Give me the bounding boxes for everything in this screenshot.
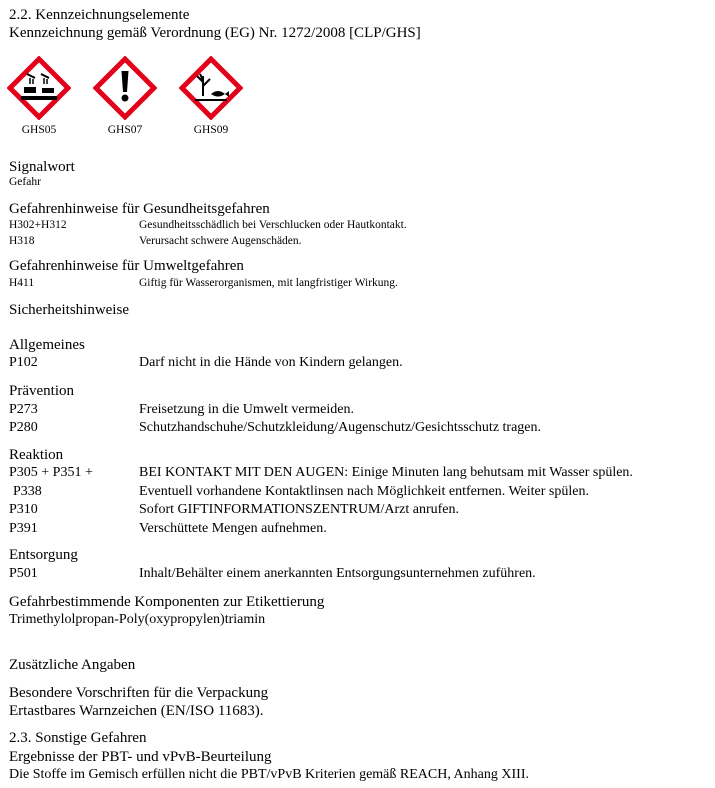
- disposal-heading: Entsorgung: [9, 547, 78, 563]
- pictogram-code: GHS07: [107, 124, 143, 136]
- env-hazards-heading: Gefahrenhinweise für Umweltgefahren: [9, 258, 244, 274]
- hazard-text: Verursacht schwere Augenschäden.: [139, 235, 302, 247]
- section-title: 2.2. Kennzeichnungselemente: [9, 7, 190, 23]
- hazard-text: Giftig für Wasserorganismen, mit langfristiger Wirkung.: [139, 277, 398, 289]
- statement-text: Inhalt/Behälter einem anerkannten Entsorgungsunternehmen zuführen.: [139, 566, 536, 581]
- additional-heading: Zusätzliche Angaben: [9, 657, 136, 673]
- health-hazards-heading: Gefahrenhinweise für Gesundheitsgefahren: [9, 201, 270, 217]
- statement-code: P280: [9, 420, 38, 435]
- regulation-line: Kennzeichnung gemäß Verordnung (EG) Nr. 1272/2008 [CLP/GHS]: [9, 25, 421, 41]
- statement-code: P102: [9, 355, 38, 370]
- signal-word-heading: Signalwort: [9, 159, 75, 175]
- statement-text: Sofort GIFTINFORMATIONSZENTRUM/Arzt anrufen.: [139, 502, 460, 517]
- statement-code: P391: [9, 521, 38, 536]
- packaging-heading: Besondere Vorschriften für die Verpackung: [9, 685, 269, 701]
- hazard-code: H302+H312: [9, 219, 67, 231]
- environment-icon: [179, 56, 243, 120]
- response-heading: Reaktion: [9, 447, 64, 463]
- statement-text: Schutzhandschuhe/Schutzkleidung/Augenschutz/Gesichtsschutz tragen.: [139, 420, 542, 435]
- components-heading: Gefahrbestimmende Komponenten zur Etikettierung: [9, 594, 325, 610]
- statement-text: BEI KONTAKT MIT DEN AUGEN: Einige Minuten lang behutsam mit Wasser spülen.: [139, 465, 633, 480]
- statement-code: P501: [9, 566, 38, 581]
- statement-code: P310: [9, 502, 38, 517]
- packaging-value: Ertastbares Warnzeichen (EN/ISO 11683).: [9, 703, 264, 719]
- corrosion-icon: [7, 56, 71, 120]
- statement-code: P273: [9, 402, 38, 417]
- components-value: Trimethylolpropan-Poly(oxypropylen)triamin: [9, 612, 266, 627]
- hazard-code: H318: [9, 235, 35, 247]
- statement-code: P338: [13, 484, 42, 499]
- statement-text: Eventuell vorhandene Kontaktlinsen nach Möglichkeit entfernen. Weiter spülen.: [139, 484, 589, 499]
- pbt-heading: Ergebnisse der PBT- und vPvB-Beurteilung: [9, 749, 272, 765]
- pbt-text: Die Stoffe im Gemisch erfüllen nicht die PBT/vPvB Kriterien gemäß REACH, Anhang XIII.: [9, 767, 529, 782]
- precautionary-heading: Sicherheitshinweise: [9, 302, 129, 318]
- hazard-code: H411: [9, 277, 35, 289]
- statement-code: P305 + P351 +: [9, 465, 93, 480]
- pictogram-code: GHS09: [193, 124, 229, 136]
- general-heading: Allgemeines: [9, 337, 85, 353]
- prevention-heading: Prävention: [9, 383, 74, 399]
- statement-text: Freisetzung in die Umwelt vermeiden.: [139, 402, 354, 417]
- statement-text: Verschüttete Mengen aufnehmen.: [139, 521, 327, 536]
- signal-word-value: Gefahr: [9, 176, 41, 188]
- statement-text: Darf nicht in die Hände von Kindern gelangen.: [139, 355, 403, 370]
- hazard-text: Gesundheitsschädlich bei Verschlucken oder Hautkontakt.: [139, 219, 407, 231]
- pictogram-code: GHS05: [21, 124, 57, 136]
- other-hazards-heading: 2.3. Sonstige Gefahren: [9, 730, 147, 746]
- exclamation-mark-icon: [93, 56, 157, 120]
